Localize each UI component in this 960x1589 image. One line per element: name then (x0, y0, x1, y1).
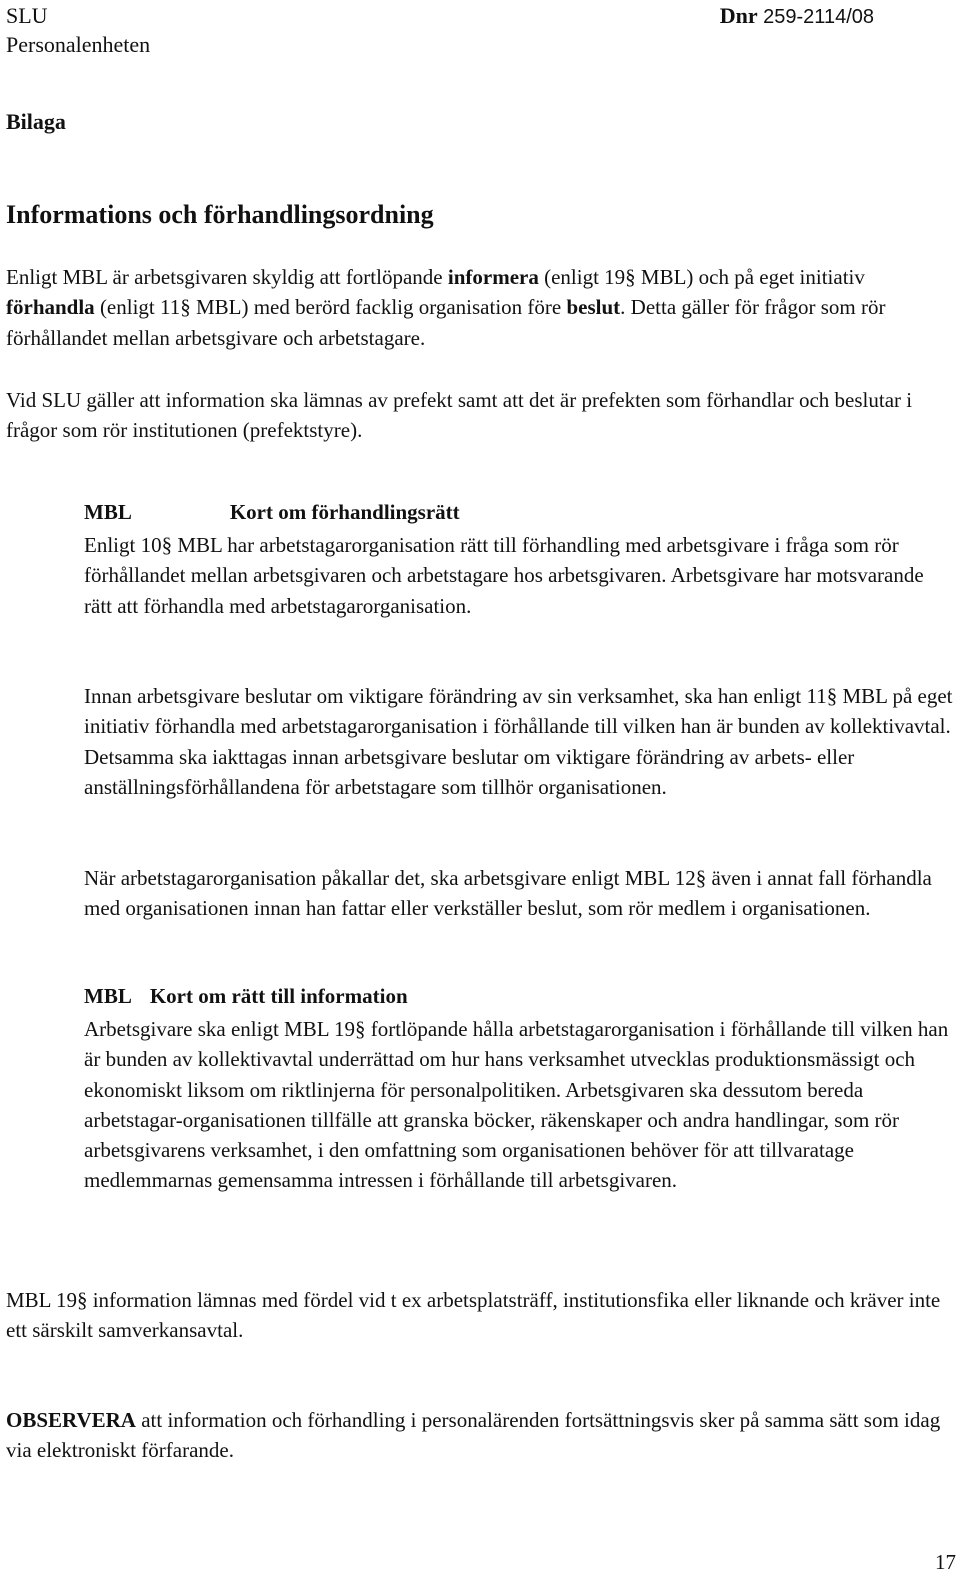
section1-paragraph-3: När arbetstagarorganisation påkallar det, ska arbetsgivare enligt MBL 12§ även i annat fall förhandla med organisationen innan han fattar eller verkställer beslut, som rör medlem i organisationen. (84, 866, 932, 921)
observera-paragraph (6, 1405, 956, 1466)
intro-text: Enligt MBL är arbetsgivaren skyldig att fortlöpande (6, 265, 448, 289)
section1-label: MBL (84, 500, 132, 524)
page-number: 17 (935, 1550, 956, 1574)
observera-label: OBSERVERA (6, 1408, 136, 1432)
header-unit: Personalenheten (6, 32, 151, 57)
page-title: Informations och förhandlingsordning (6, 200, 434, 229)
intro-text: (enligt 11§ MBL) med berörd facklig organisation före (94, 295, 567, 320)
header-dnr (720, 2, 874, 31)
section1-paragraph-2: Innan arbetsgivare beslutar om viktigare förändring av sin verksamhet, ska han enligt 11§ MBL på eget initiativ förhandla med arbetstagarorganisation i förhållande till vilken han är bunden av kollektivavtal. Detsamma ska iakttagas innan arbetsgivare beslutar om viktigare förändring av arbets- eller anställningsförhållandena för arbetstagare som tillhör organisationen. (84, 684, 953, 799)
section2-label: MBL (84, 984, 132, 1008)
intro-text: . Detta gäller för frågor som rör förhållandet mellan arbetsgivare och arbetstagare. (6, 295, 886, 350)
section1-title: Kort om förhandlingsrätt (229, 500, 460, 524)
section1-paragraph-1: Enligt 10§ MBL har arbetstagarorganisation rätt till förhandling med arbetsgivare i fråga som rör förhållandet mellan arbetsgivaren och arbetstagare hos arbetsgivaren. Arbetsgivare har motsvarande rätt att förhandla med arbetstagarorganisation. (84, 533, 924, 618)
observera-text: att information och förhandling i personalärenden fortsättningsvis sker på samma sätt som idag via elektroniskt förfarande. (6, 1408, 941, 1463)
intro-bold-forhandla: förhandla (6, 295, 95, 320)
section2-title: Kort om rätt till information (149, 984, 408, 1008)
section1-heading (84, 500, 460, 525)
intro-text: (enligt 19§ MBL) och på eget initiativ (538, 265, 865, 289)
intro-paragraph-2: Vid SLU gäller att information ska lämnas av prefekt samt att det är prefekten som förhandlar och beslutar i frågor som rör institutionen (prefektstyre). (6, 388, 913, 443)
dnr-label: Dnr (719, 3, 758, 28)
header-org: SLU (6, 3, 48, 28)
attachment-label: Bilaga (6, 109, 66, 134)
note-paragraph: MBL 19§ information lämnas med fördel vid t ex arbetsplatsträff, institutionsfika eller liknande och kräver inte ett särskilt samverkansavtal. (6, 1288, 941, 1343)
intro-paragraph-1 (6, 262, 956, 353)
intro-bold-beslut: beslut (566, 295, 621, 320)
section2-heading (84, 984, 408, 1009)
dnr-number: 259-2114/08 (763, 6, 874, 28)
section2-paragraph-1: Arbetsgivare ska enligt MBL 19§ fortlöpande hålla arbetstagarorganisation i förhållande till vilken han är bunden av kollektivavtal underrättad om hur hans verksamhet utvecklas produktionsmässigt och ekonomiskt liksom om riktlinjerna för personalpolitiken. Arbetsgivaren ska dessutom bereda arbetstagar-organisationen tillfälle att granska böcker, räkenskaper och andra handlingar, som rör arbetsgivarens verksamhet, i den omfattning som organisationen behöver för att tillvaratage medlemmarnas gemensamma intressen i förhållande till arbetsgivaren. (84, 1017, 949, 1193)
intro-bold-informera: informera (447, 265, 539, 289)
